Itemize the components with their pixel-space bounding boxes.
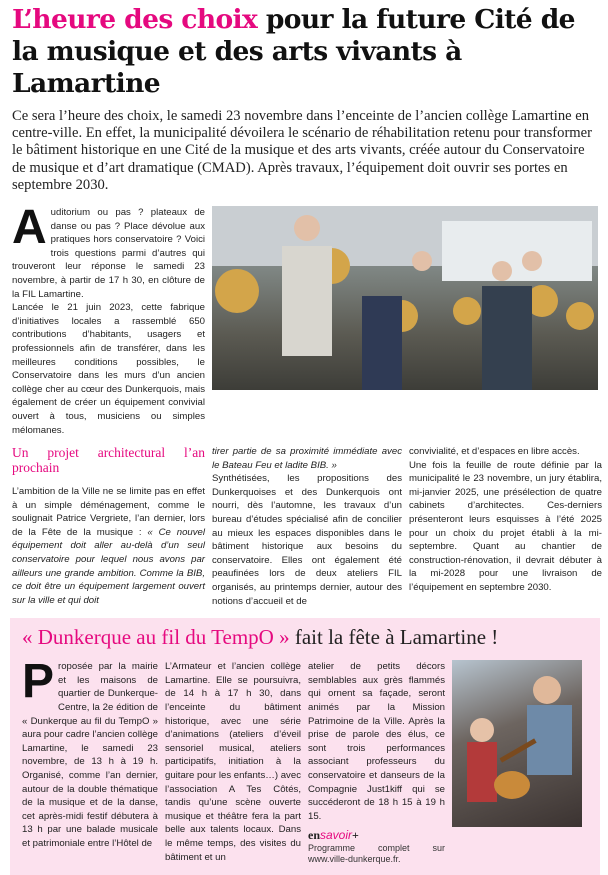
paragraph: atelier de petits décors semblables aux grès flammés qui ornent sa façade, seront animés par la Mission Patrimoine de la Ville. Après la prise de parole des élus, ce sont trois performances associant professeurs du conservatoire et danseurs de la Compagnie Just1kiff qui se succéderont de 18 h 15 à 19 h 15. <box>308 661 445 822</box>
sidebar-row <box>22 655 588 865</box>
program-link[interactable]: Programme complet sur www.ville-dunkerque.fr. <box>308 842 445 864</box>
paragraph: roposée par la mairie et les maisons de quartier de Dunkerque-Centre, la 2e édition de « Dunkerque au fil du TempO » aura pour cadre l’ancien collège Lamartine, le samedi 23 novembre, de 13 h à 19 h. Organisé, comme l’an dernier, autour de la double thématique de la musique et de la danse, cet après-midi festif débutera à 13 h par une balade musicale et patrimoniale entre l’Hôtel de <box>22 661 158 849</box>
photo-brass-musicians <box>212 206 598 390</box>
subheading: Un projet architectural l’an prochain <box>12 445 205 476</box>
paragraph: Synthétisées, les propositions des Dunkerquoises et des Dunkerquois ont nourri, dès l’automne, les travaux d’un bureau d’études spécialisé afin de concilier au mieux les espaces disponibles dans le bâtiment historique aux besoins du conservatoire. Elles ont également été peaufinées lors de deux ateliers FIL organisés, au printemps dernier, autour des notions d’accueil et de <box>212 473 402 607</box>
sidebar-title <box>22 624 588 650</box>
sidebar-title-rest: fait la fête à Lamartine ! <box>289 625 499 650</box>
paragraph: L’ambition de la Ville ne se limite pas en effet à un simple déménagement, comme le soulignait Patrice Vergriete, l’an dernier, lors de la Fête de la musique : <box>12 486 205 538</box>
photo-guitar-children <box>452 660 582 827</box>
paragraph: Lancée le 21 juin 2023, cette fabrique d’initiatives locales a rassemblé 650 contributions d’habitants, usagers et professionnels afin de transférer, dans les meilleures conditions possibles, le Conservatoire dans les murs d’un ancien collège cher au cœur des Dunkerquois, mais également de créer un équipement convivial ouvert à tous, musiciens ou simples mélomanes. <box>12 302 205 436</box>
article-column-1-top <box>12 201 205 437</box>
sidebar-column-1 <box>22 655 158 850</box>
paragraph: uditorium ou pas ? plateaux de danse ou pas ? Place dévolue aux pratiques hors conservatoire ? Voici trois questions parmi d’autres qui trouveront leur réponse le samedi 23 novembre, à partir de 17 h 30, en clôture de la FIL Lamartine. <box>12 207 205 300</box>
article-intro: Ce sera l’heure des choix, le samedi 23 novembre dans l’enceinte de l’ancien collège Lamartine en centre-ville. En effet, la municipalité dévoilera le scénario de réhabilitation retenu pour transformer le bâtiment historique en une Cité de la musique et des arts vivants, créée autour du Conservatoire de musique et d’art dramatique (CMAD). Après travaux, l’équipement doit ouvrir ses portes en septembre 2030. <box>12 108 592 193</box>
sidebar-column-2 <box>165 660 301 864</box>
sidebar-column-3 <box>308 660 445 865</box>
drop-cap: A <box>12 201 47 255</box>
quote: « Ce nouvel équipement doit aller au-delà d’un seul conservatoire pour lequel nous avons par ailleurs une grande ambition. Comme la BIB, ce doit être un équipement largement ouvert sur la ville et qui doit <box>12 526 206 606</box>
paragraph: convivialité, et d’espaces en libre accès. <box>409 446 580 458</box>
sidebar-box <box>10 618 600 875</box>
savoir-it: savoir <box>320 828 353 843</box>
title-highlight: L’heure des choix <box>12 4 258 35</box>
sidebar-title-highlight: « Dunkerque au fil du TempO » <box>22 625 290 650</box>
article-title <box>12 4 602 100</box>
article-column-2 <box>212 445 402 608</box>
article-top-row <box>12 201 600 437</box>
quote: tirer partie de sa proximité immédiate avec le Bateau Feu et ladite BIB. » <box>212 446 402 471</box>
article-column-1-bottom <box>12 445 205 607</box>
en-savoir-plus <box>308 829 445 843</box>
savoir-en: en <box>308 828 320 843</box>
paragraph: Une fois la feuille de route définie par la municipalité le 23 novembre, un jury établira, mi-janvier 2025, une présélection de quatre cabinets d’architectes. Ces-derniers présenteront leurs esquisses à l’été 2025 pour un choix du projet établi à la mi-septembre. Quant au chantier de construction-rénovation, il devrait débuter à la mi-2028 pour une livraison de l’équipement en septembre 2030. <box>409 459 602 594</box>
paragraph: L’Armateur et l’ancien collège Lamartine. Elle se poursuivra, de 14 h à 17 h 30, dans l’enceinte du bâtiment historique, avec une série d’animations (ateliers d’éveil sensoriel musical, ateliers participatifs, initiation à la guitare pour les enfants…) avec l’association A Tes Côtés, tandis qu’une scène ouverte musique et théâtre fera la part belle aux talents locaux. Dans le même temps, des visites du bâtiment et un <box>165 661 301 863</box>
title-rest: pour la future Cité de la musique et des arts vivants à Lamartine <box>12 4 575 99</box>
article-column-3 <box>409 445 602 595</box>
savoir-plus: + <box>352 828 359 843</box>
article-bottom-row <box>12 445 600 608</box>
drop-cap: P <box>22 655 55 709</box>
